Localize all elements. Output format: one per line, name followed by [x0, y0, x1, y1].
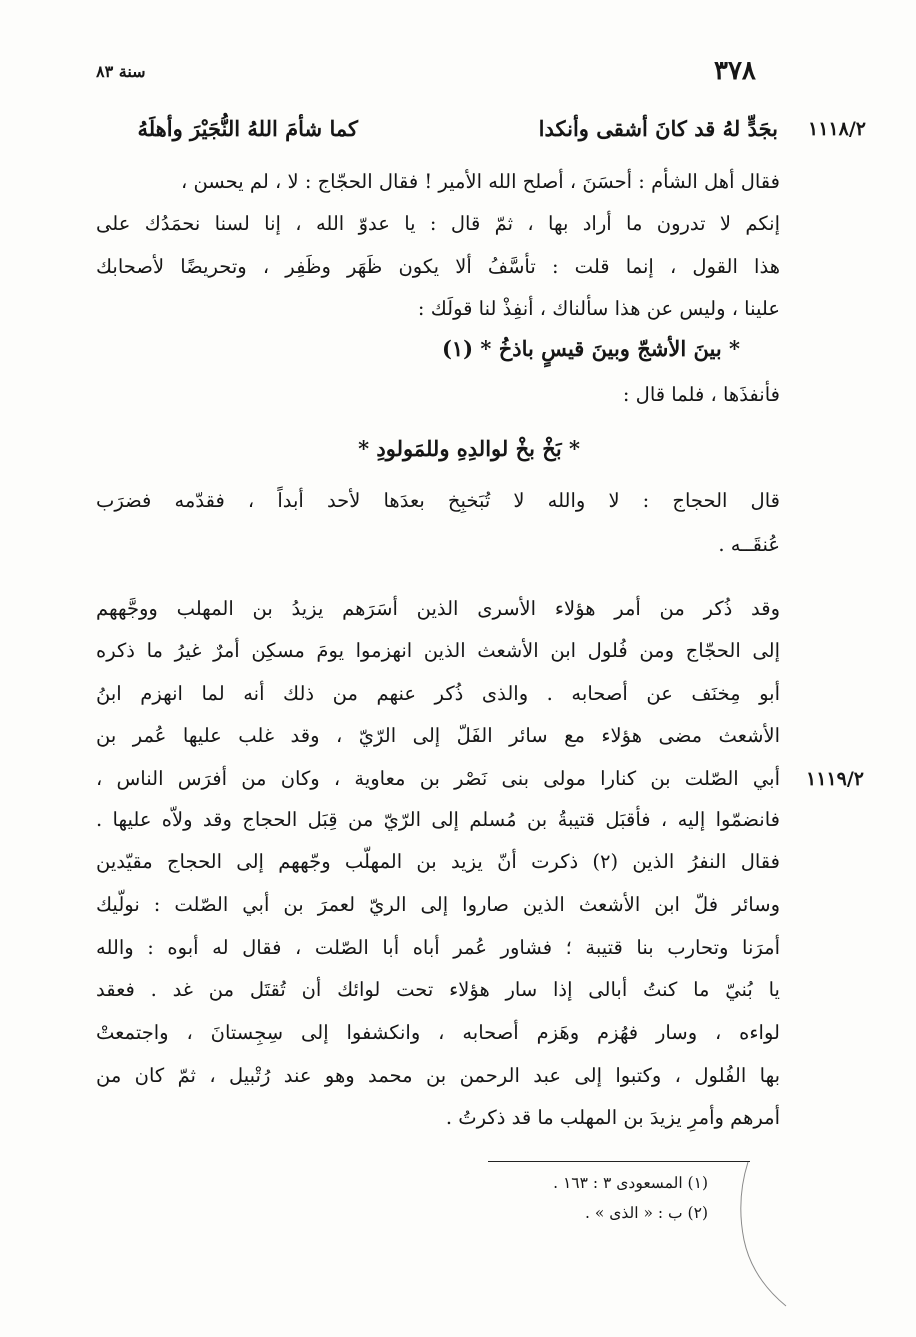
- text-line: يا بُنيّ ما كنتُ أبالى إذا سار هؤلاء تحت لوائك أن تُقتَل من غد . فعقد: [96, 978, 780, 1001]
- footnote-divider: [488, 1161, 750, 1162]
- text-line: بها الفُلول ، وكتبوا إلى عبد الرحمن بن محمد وهو عند رُتْبيل ، ثمّ كان من: [96, 1064, 780, 1087]
- text-line: فانضمّوا إليه ، فأقبَل قتيبةُ بن مُسلم إلى الرّيّ من قِبَل الحجاج وقد ولاّه عليها .: [96, 808, 780, 831]
- verse-first-hemistich: بجَدٍّ لهُ قد كانَ أشقى وأنكدا: [538, 116, 778, 141]
- text-line: إنكم لا تدرون ما أراد بها ، ثمّ قال : يا عدوّ الله ، إنا لسنا نحمَدُك على: [96, 212, 781, 235]
- text-line: هذا القول ، إنما قلت : تأسَّفُ ألا يكون ظَهَر وظَفِر ، وتحريضًا لأصحابك: [96, 255, 780, 278]
- text-line: وقد ذُكر من أمر هؤلاء الأسرى الذين أسَرَهم يزيدُ بن المهلب ووجَّههم: [96, 597, 780, 620]
- page-number: ٣٧٨: [714, 56, 756, 86]
- verse-line: * بينَ الأشجّ وبينَ قيسٍ باذخُ * (١): [441, 336, 740, 361]
- text-line: قال الحجاج : لا والله لا تُبَخبِخ بعدَها لأحد أبداً ، فقدّمه فضرَب: [96, 489, 780, 512]
- text-line: أبو مِخنَف عن أصحابه . والذى ذُكر عنهم من ذلك أنه لما انهزم ابنُ: [96, 682, 780, 705]
- text-line: أمرهم وأمرِ يزيدَ بن المهلب ما قد ذكرتُ .: [445, 1106, 780, 1129]
- text-line: فقال النفرُ الذين (٢) ذكرت أنّ يزيد بن المهلّب وجّههم إلى الحجاج مقيّدين: [96, 850, 780, 873]
- margin-reference: ١١١٨/٢: [808, 118, 866, 140]
- text-line: إلى الحجّاج ومن فُلول ابن الأشعث الذين انهزموا يومَ مسكِن أمرٌ غيرُ ما ذكره: [96, 639, 780, 662]
- text-line: أمرَنا وتحارب بنا قتيبة ؛ فشاور عُمر أباه أبا الصّلت ، فقال له أبوه : والله: [96, 936, 780, 959]
- text-line: الأشعث مضى هؤلاء مع سائر الفَلّ إلى الرّيّ ، وقد غلب عليها عُمر بن: [96, 724, 780, 747]
- verse-second-hemistich: كما شأمَ اللهُ النُّجَيْرَ وأهلَهُ: [137, 116, 358, 141]
- text-line: وسائر فلّ ابن الأشعث الذين صاروا إلى الريّ لعمرَ بن أبي الصّلت : نولّيك: [96, 893, 780, 916]
- margin-reference: ١١١٩/٢: [806, 768, 864, 790]
- footnote: (١) المسعودى ٣ : ١٦٣ .: [553, 1174, 708, 1192]
- scan-artifact-curve: [730, 1160, 790, 1310]
- text-line: فقال أهل الشأم : أحسَنَ ، أصلح الله الأمير ! فقال الحجّاج : لا ، لم يحسن ،: [180, 170, 780, 193]
- text-line: فأنفذَها ، فلما قال :: [622, 383, 780, 406]
- text-line: علينا ، وليس عن هذا سألناك ، أنفِذْ لنا قولَك :: [417, 297, 780, 320]
- verse-line: * بَخْ بخْ لوالدِهِ وللمَولودِ *: [358, 436, 580, 461]
- running-header-year: سنة ٨٣: [96, 62, 146, 81]
- footnote: (٢) ب : « الذى » .: [584, 1204, 708, 1222]
- text-line: عُنقَــه .: [718, 533, 780, 556]
- text-line: أبي الصّلت بن كنارا مولى بنى نَصْر بن معاوية ، وكان من أفرَس الناس ،: [96, 767, 780, 790]
- text-line: لواءه ، وسار فهُزم وهَزم أصحابه ، وانكشفوا إلى سِجِستانَ ، واجتمعتْ: [96, 1021, 780, 1044]
